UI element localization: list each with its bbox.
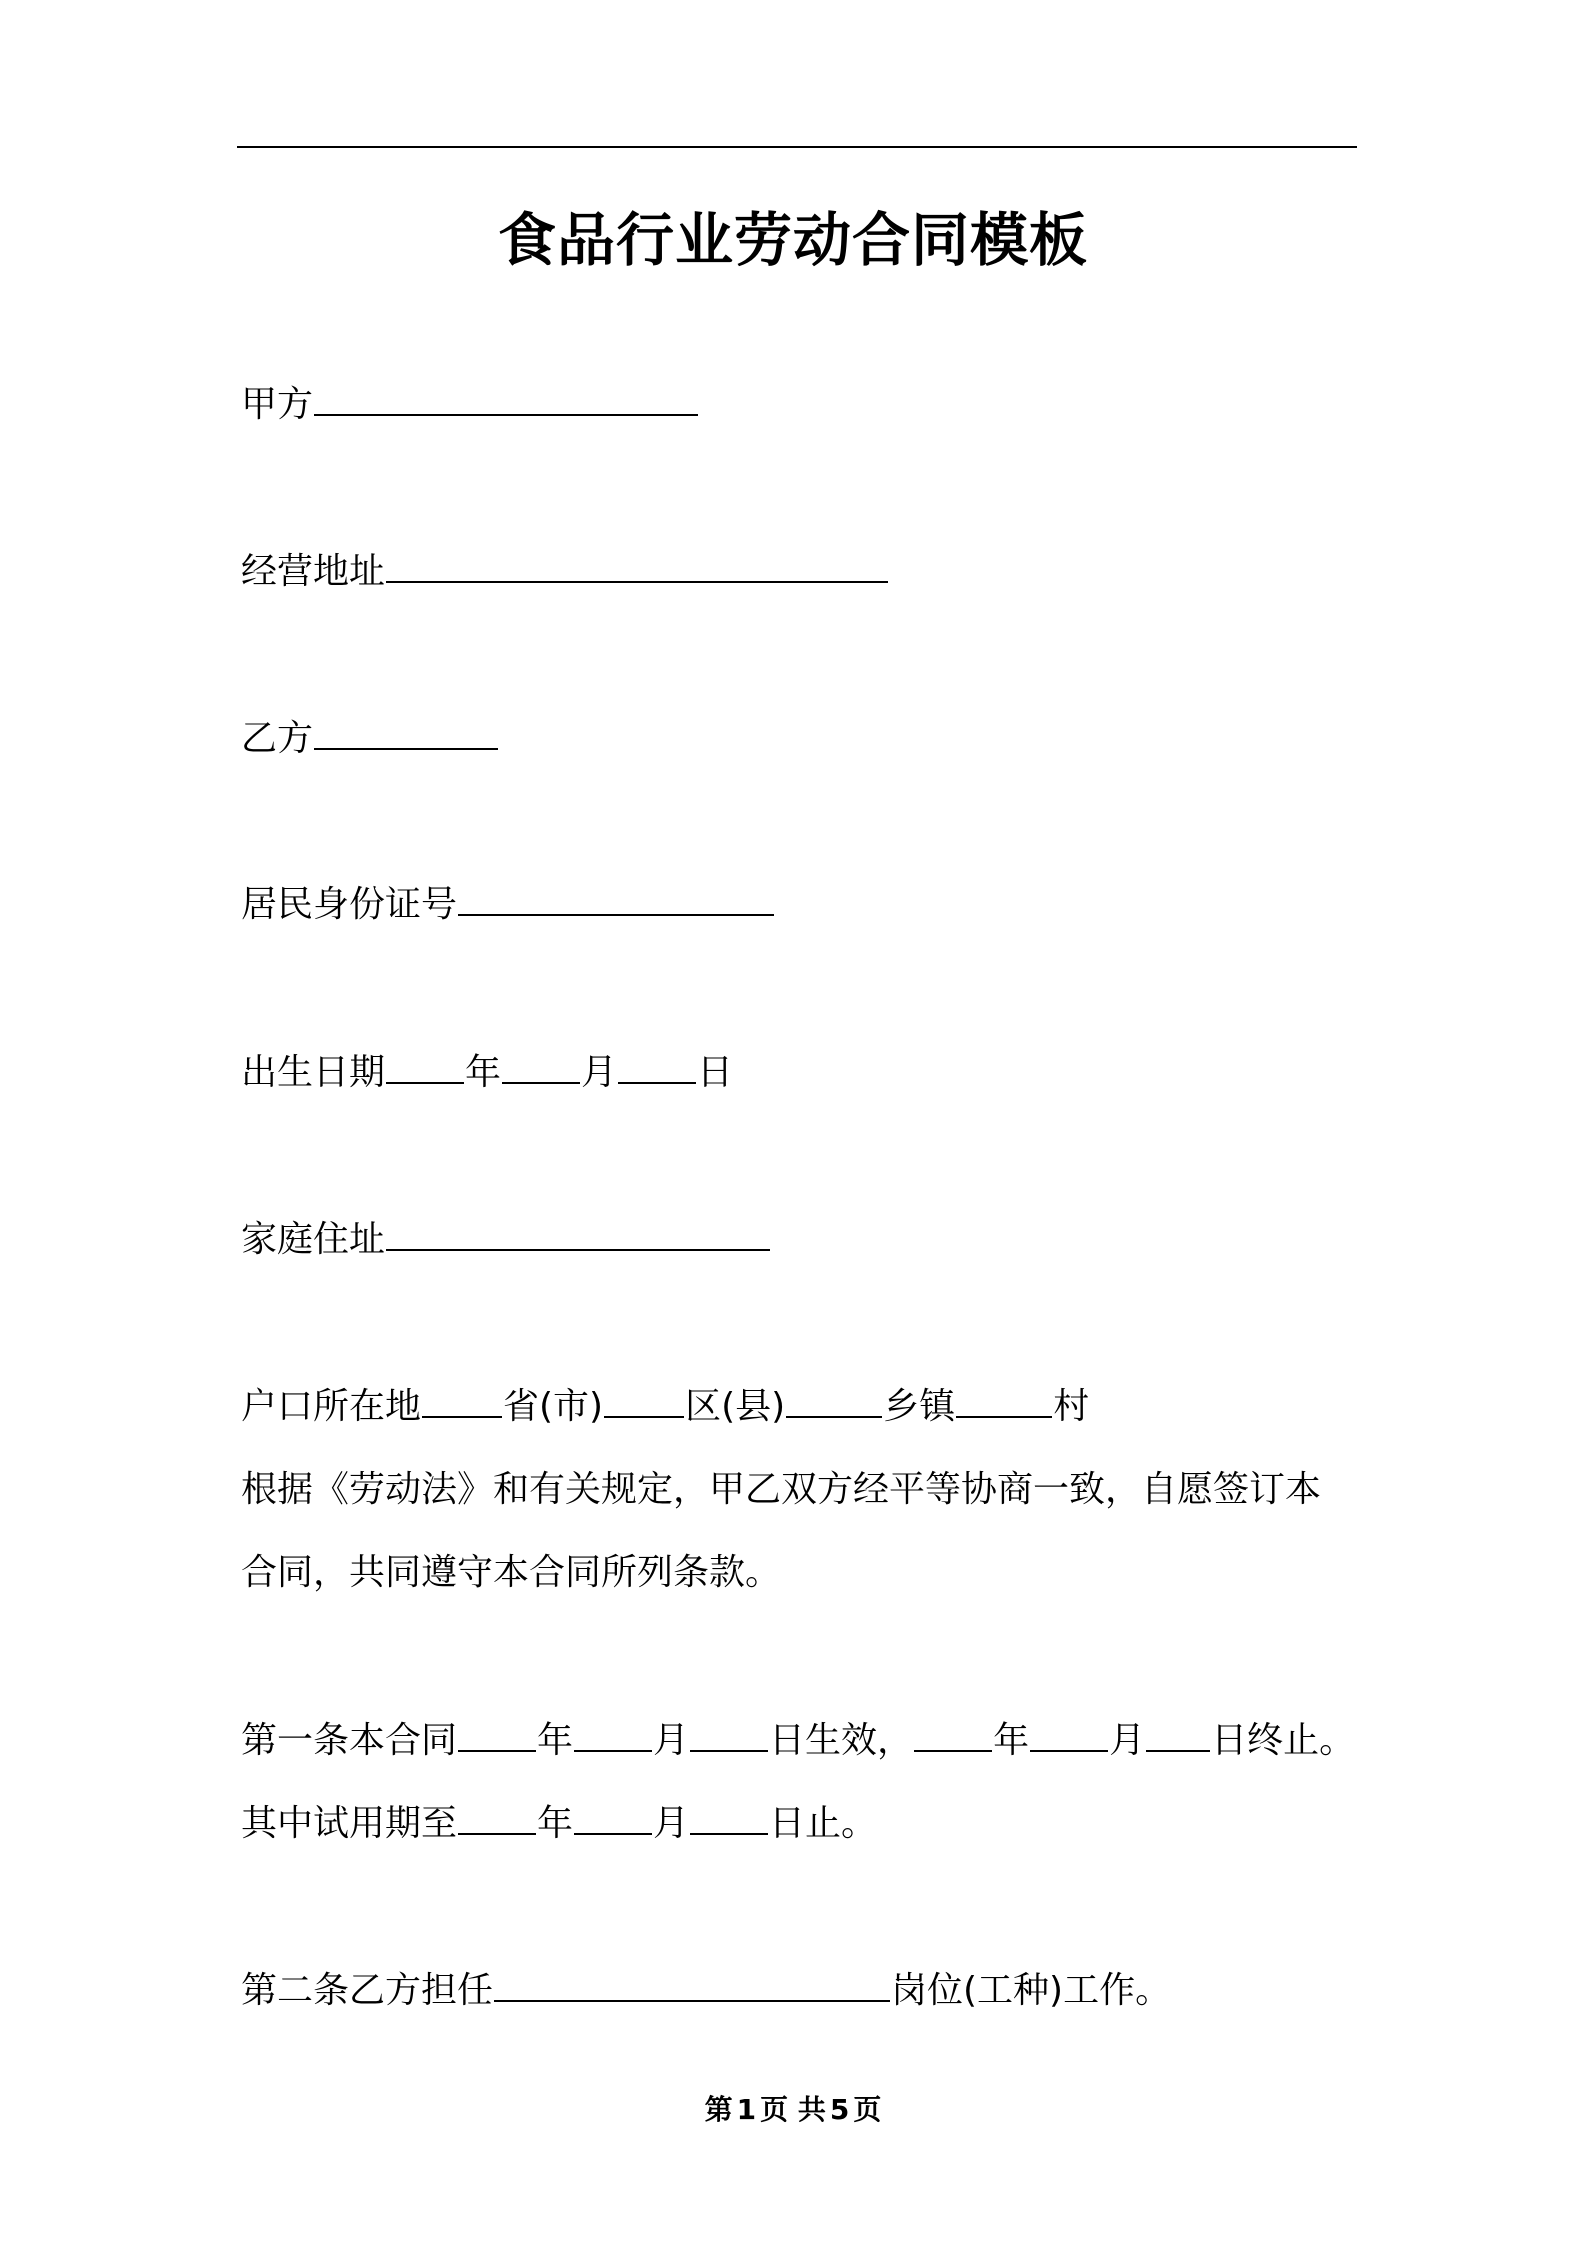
- village-unit: 村: [1053, 1386, 1090, 1427]
- start-day-blank[interactable]: [690, 1716, 768, 1752]
- intro-line-2: 合同，共同遵守本合同所列条款。: [241, 1552, 782, 1593]
- business-address-line: [241, 547, 889, 597]
- home-address-line: [241, 1215, 771, 1265]
- probation-month-blank[interactable]: [574, 1799, 652, 1835]
- effective-text: 日生效，: [769, 1720, 914, 1761]
- probation-line: [241, 1799, 877, 1849]
- start-month-blank[interactable]: [574, 1716, 652, 1752]
- probation-year-unit: 年: [537, 1803, 574, 1844]
- footer-page-number: 1: [736, 2093, 757, 2126]
- household-reg-label: 户口所在地: [241, 1386, 422, 1427]
- page-title: 食品行业劳动合同模板: [497, 206, 1088, 274]
- birth-year-blank[interactable]: [386, 1048, 464, 1084]
- end-month-unit: 月: [1109, 1720, 1146, 1761]
- province-blank[interactable]: [422, 1382, 502, 1418]
- start-year-unit: 年: [537, 1720, 574, 1761]
- home-address-label: 家庭住址: [241, 1219, 386, 1260]
- article-1-line: [241, 1716, 1355, 1766]
- end-day-blank[interactable]: [1146, 1716, 1210, 1752]
- id-number-blank[interactable]: [458, 880, 774, 916]
- party-b-label: 乙方: [241, 718, 314, 759]
- birth-day-blank[interactable]: [618, 1048, 696, 1084]
- day-unit: 日: [697, 1052, 734, 1093]
- party-b-blank[interactable]: [314, 714, 498, 750]
- intro-line-1: 根据《劳动法》和有关规定，甲乙双方经平等协商一致，自愿签订本: [241, 1469, 1322, 1510]
- article-2-suffix: 岗位(工种)工作。: [891, 1970, 1172, 2011]
- home-address-blank[interactable]: [386, 1215, 770, 1251]
- business-address-label: 经营地址: [241, 551, 386, 592]
- start-month-unit: 月: [653, 1720, 690, 1761]
- year-unit: 年: [465, 1052, 502, 1093]
- end-year-unit: 年: [993, 1720, 1030, 1761]
- birth-date-line: [241, 1048, 733, 1098]
- id-number-label: 居民身份证号: [241, 884, 458, 925]
- article-2-line: [241, 1966, 1171, 2016]
- end-month-blank[interactable]: [1030, 1716, 1108, 1752]
- party-a-line: [241, 380, 699, 430]
- id-number-line: [241, 880, 775, 930]
- end-year-blank[interactable]: [914, 1716, 992, 1752]
- page-footer: [0, 2090, 1586, 2130]
- article-1-prefix: 第一条本合同: [241, 1720, 458, 1761]
- footer-page-total: 5: [829, 2093, 850, 2126]
- position-blank[interactable]: [494, 1966, 890, 2002]
- footer-page-prefix: 第: [704, 2093, 733, 2126]
- article-2-prefix: 第二条乙方担任: [241, 1970, 494, 2011]
- household-reg-line: [241, 1382, 1089, 1432]
- party-a-blank[interactable]: [314, 380, 698, 416]
- business-address-blank[interactable]: [386, 547, 888, 583]
- footer-page-suffix: 页: [853, 2093, 882, 2126]
- footer-page-mid: 页 共: [760, 2093, 826, 2126]
- township-unit: 乡镇: [883, 1386, 956, 1427]
- district-unit: 区(县): [685, 1386, 786, 1427]
- probation-end-text: 日止。: [769, 1803, 878, 1844]
- party-a-label: 甲方: [241, 384, 314, 425]
- probation-day-blank[interactable]: [690, 1799, 768, 1835]
- probation-month-unit: 月: [653, 1803, 690, 1844]
- birth-date-label: 出生日期: [241, 1052, 386, 1093]
- township-blank[interactable]: [786, 1382, 882, 1418]
- party-b-line: [241, 714, 499, 764]
- province-unit: 省(市): [503, 1386, 604, 1427]
- birth-month-blank[interactable]: [502, 1048, 580, 1084]
- terminate-text: 日终止。: [1211, 1720, 1356, 1761]
- district-blank[interactable]: [604, 1382, 684, 1418]
- probation-year-blank[interactable]: [458, 1799, 536, 1835]
- probation-prefix: 其中试用期至: [241, 1803, 458, 1844]
- village-blank[interactable]: [956, 1382, 1052, 1418]
- month-unit: 月: [581, 1052, 618, 1093]
- header-rule: [237, 146, 1357, 148]
- start-year-blank[interactable]: [458, 1716, 536, 1752]
